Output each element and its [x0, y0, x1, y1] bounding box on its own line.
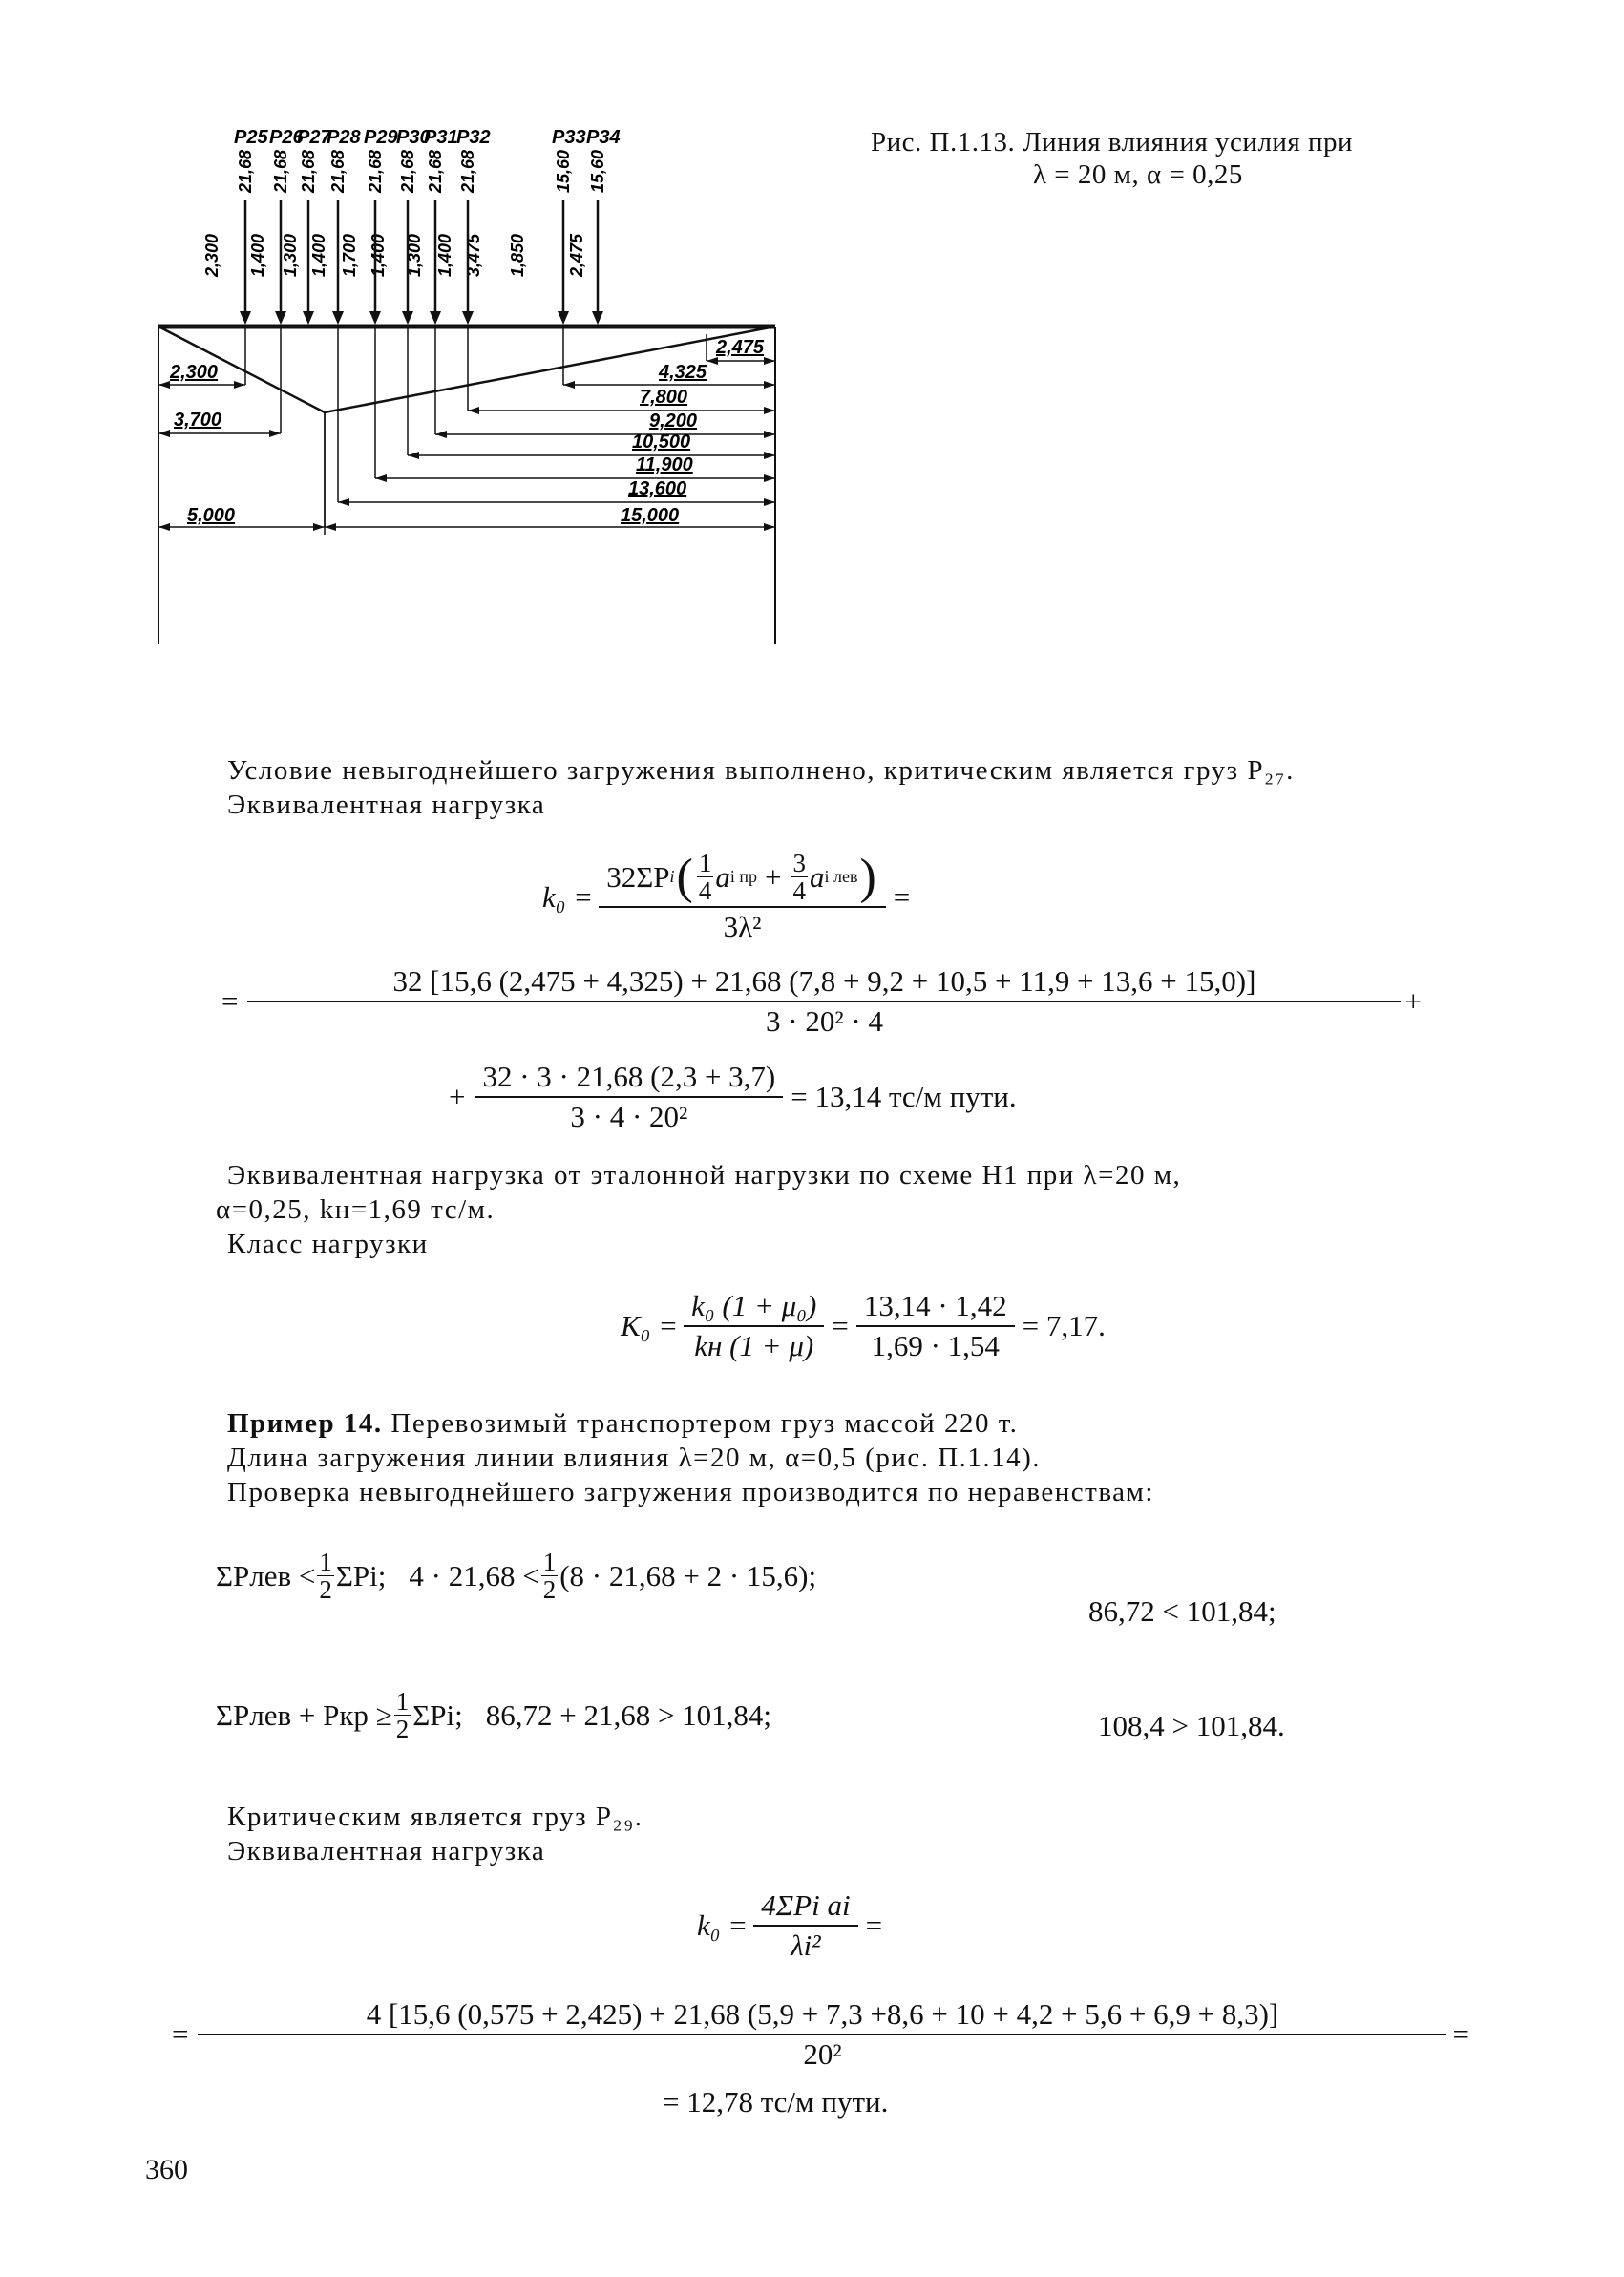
load-name-p28: P28: [327, 127, 361, 148]
eq1-one: 1: [698, 849, 712, 877]
paragraph-equivalent-load: Эквивалентная нагрузка: [227, 790, 546, 820]
load-value-labels: [236, 150, 607, 194]
eq3-numerator: 32 · 3 · 21,68 (2,3 + 3,7): [482, 1060, 776, 1093]
influence-line-diagram: [143, 115, 792, 649]
paragraph-reference-params: α=0,25, kн=1,69 тс/м.: [216, 1194, 496, 1225]
eq4-result: = 7,17.: [1022, 1309, 1106, 1342]
spacing-label-6: 1,400: [369, 233, 388, 277]
paragraph-load-class: Класс нагрузки: [227, 1229, 429, 1259]
example-length: Длина загружения линии влияния λ=20 м, α=0,5 (рис. П.1.14).: [227, 1443, 1042, 1473]
inequality-2: [216, 1688, 771, 1742]
dimension-label-6: 7,800: [640, 387, 688, 408]
load-arrow-head-p30: [402, 311, 413, 325]
dimension-arrow-right-10: [764, 498, 775, 506]
paragraph-critical-load: Критическим является груз P₂₉.: [227, 1802, 643, 1832]
dimension-label-7: 9,200: [649, 411, 698, 432]
eq5-lead: k₀ =: [697, 1908, 749, 1942]
example-check: Проверка невыгоднейшего загружения производится по неравенствам:: [227, 1477, 1154, 1507]
dimension-arrow-left-5: [563, 381, 575, 389]
eq2-numerator: 32 [15,6 (2,475 + 4,325) + 21,68 (7,8 + 9,2 + 10,5 + 11,9 + 13,6 + 15,0)]: [392, 964, 1256, 998]
eq1-equals: =: [893, 879, 911, 914]
dimension-label-4: 2,475: [716, 337, 765, 358]
spacing-label-4: 1,400: [309, 233, 328, 277]
figure-caption-line1: Рис. П.1.13. Линия влияния усилия при: [871, 127, 1354, 158]
dimension-arrow-left-8: [408, 452, 419, 459]
load-arrow-head-p34: [592, 311, 603, 325]
dimension-arrow-right-5: [764, 381, 775, 389]
eq4-den2: 1,69 · 1,54: [856, 1325, 1015, 1363]
load-value-p31: 21,68: [426, 149, 445, 193]
equation-k0-numeric-part2: [449, 1060, 1017, 1134]
load-value-p29: 21,68: [366, 149, 385, 193]
eq5-denominator: λi²: [753, 1925, 857, 1963]
equation-load-class: [621, 1289, 1106, 1363]
equation-k0-general: [542, 850, 910, 944]
eq5-numerator: 4ΣPi ai: [761, 1888, 851, 1922]
dimension-arrow-left-4: [707, 357, 718, 365]
example-heading: [227, 1407, 1018, 1440]
eq3-denominator: 3 · 4 · 20²: [475, 1096, 783, 1134]
spacing-label-11: 2,475: [567, 233, 586, 277]
ineq2-b: 86,72 + 21,68 > 101,84;: [485, 1697, 772, 1732]
dimension-label-1: 2,300: [170, 362, 219, 383]
load-name-p34: P34: [586, 127, 621, 148]
equation-result-2: = 12,78 тс/м пути.: [663, 2085, 889, 2119]
spacing-label-5: 1,700: [340, 233, 359, 277]
load-name-p27: P27: [297, 127, 331, 148]
ineq1-two-b: 2: [542, 1575, 557, 1604]
load-name-p30: P30: [396, 127, 431, 148]
load-value-p25: 21,68: [236, 149, 255, 193]
dimension-arrow-right-3: [313, 523, 325, 531]
eq2-tail: +: [1404, 984, 1422, 1018]
dimension-arrow-right-11: [764, 523, 775, 531]
load-name-p25: P25: [234, 127, 268, 148]
load-name-p33: P33: [552, 127, 586, 148]
dimension-label-8: 10,500: [632, 432, 691, 453]
ineq1-a-tail: ΣPi;: [335, 1558, 387, 1592]
eq3-lead: +: [449, 1080, 466, 1113]
dimension-arrow-right-2: [269, 430, 281, 437]
eq1-k0: k₀ =: [542, 879, 594, 914]
load-value-p26: 21,68: [271, 149, 290, 193]
eq1-paren-close: ): [859, 849, 876, 904]
eq1-num-sub: i: [669, 867, 675, 886]
eq1-a-lev: a: [809, 859, 825, 894]
dimension-arrow-left-10: [338, 498, 349, 506]
ineq1-b: 4 · 21,68 <: [409, 1558, 539, 1592]
eq4-num1: k₀ (1 + μ₀): [691, 1289, 817, 1322]
paragraph-equivalent-load-2: Эквивалентная нагрузка: [227, 1836, 546, 1866]
dimension-label-3: 5,000: [187, 505, 236, 526]
load-arrow-head-p27: [303, 311, 314, 325]
eq3-result: = 13,14 тс/м пути.: [791, 1080, 1017, 1113]
dimension-arrow-right-1: [234, 381, 245, 389]
eq1-plus: +: [765, 859, 782, 894]
eq1-a-lev-sub: i лев: [824, 867, 858, 886]
ineq2-one: 1: [395, 1687, 410, 1716]
load-arrow-head-p33: [558, 311, 569, 325]
spacing-label-9: 3,475: [464, 233, 483, 277]
dimension-lines: [158, 327, 775, 535]
dimension-arrow-right-6: [764, 407, 775, 414]
figure-caption-line2: λ = 20 м, α = 0,25: [1033, 159, 1243, 190]
eq6-numerator: 4 [15,6 (0,575 + 2,425) + 21,68 (5,9 + 7,3 +8,6 + 10 + 4,2 + 5,6 + 6,9 + 8,3)]: [366, 1997, 1279, 2031]
spacing-labels: [202, 233, 586, 278]
dimension-arrow-left-11: [325, 523, 336, 531]
ineq2-two: 2: [395, 1715, 410, 1743]
spacing-label-1: 2,300: [202, 233, 221, 277]
eq1-denominator: 3λ²: [599, 906, 886, 944]
spacing-label-7: 1,300: [405, 233, 424, 277]
eq2-lead: =: [221, 984, 239, 1018]
load-name-p26: P26: [269, 127, 304, 148]
ineq1-one-a: 1: [319, 1548, 332, 1576]
load-arrow-head-p32: [462, 311, 474, 325]
ineq1-a: ΣPлев <: [216, 1558, 316, 1592]
dimension-arrow-right-8: [764, 452, 775, 459]
eq6-tail: =: [1452, 2017, 1469, 2051]
spacing-label-10: 1,850: [508, 233, 527, 277]
eq1-three: 3: [792, 849, 806, 877]
eq4-lead: K₀ =: [621, 1309, 679, 1342]
load-value-p28: 21,68: [328, 149, 348, 193]
dimension-arrow-left-7: [435, 431, 447, 438]
spacing-label-8: 1,400: [435, 233, 454, 277]
load-value-p27: 21,68: [299, 149, 318, 193]
ineq2-a: ΣPлев + Pкр ≥: [216, 1697, 392, 1732]
load-name-p29: P29: [364, 127, 398, 148]
eq1-paren-open: (: [676, 849, 693, 904]
eq2-denominator: 3 · 20² · 4: [247, 1001, 1401, 1039]
spacing-label-2: 1,400: [248, 233, 267, 277]
eq1-four-b: 4: [792, 876, 806, 905]
dimension-label-11: 15,000: [621, 505, 680, 526]
equation-k0-numeric-2: [172, 1997, 1469, 2072]
eq5-tail: =: [865, 1908, 883, 1942]
eq6-denominator: 20²: [198, 2034, 1446, 2072]
eq6-lead: =: [172, 2017, 189, 2051]
load-arrow-head-p31: [430, 311, 441, 325]
load-name-labels: [234, 127, 621, 148]
paragraph-condition: Условие невыгоднейшего загружения выполнено, критическим является груз P₂₇.: [227, 755, 1295, 786]
equation-k0-general-2: [697, 1888, 882, 1963]
ineq2-result: 108,4 > 101,84.: [1098, 1709, 1285, 1742]
dimension-arrow-right-4: [764, 357, 775, 365]
load-name-p31: P31: [424, 127, 458, 148]
ineq1-result: 86,72 < 101,84;: [1088, 1594, 1276, 1628]
spacing-label-3: 1,300: [281, 233, 300, 277]
page-number: 360: [145, 2154, 188, 2185]
dimension-label-10: 13,600: [628, 478, 687, 499]
load-arrow-head-p29: [369, 311, 381, 325]
dimension-arrow-right-9: [764, 474, 775, 482]
example-text: Перевозимый транспортером груз массой 220 т.: [382, 1408, 1019, 1439]
dimension-arrow-left-1: [158, 381, 170, 389]
load-arrow-head-p28: [332, 311, 344, 325]
ineq1-b-tail: (8 · 21,68 + 2 · 15,6);: [559, 1558, 817, 1592]
load-value-p30: 21,68: [398, 149, 417, 193]
load-value-p33: 15,60: [554, 149, 573, 193]
eq1-four-a: 4: [698, 876, 712, 905]
eq1-num-sum: 32ΣP: [606, 859, 670, 894]
dimension-arrow-left-9: [375, 474, 387, 482]
load-arrow-head-p26: [275, 311, 286, 325]
load-arrow-head-p25: [240, 311, 251, 325]
dimension-arrow-left-6: [468, 407, 479, 414]
ineq1-two-a: 2: [319, 1575, 332, 1604]
inequality-1: [216, 1549, 816, 1603]
dimension-label-5: 4,325: [659, 362, 707, 383]
dimension-arrow-right-7: [764, 431, 775, 438]
eq4-den1: kн (1 + μ): [684, 1325, 824, 1363]
eq4-eq: =: [832, 1309, 849, 1342]
dimension-label-9: 11,900: [636, 454, 693, 475]
example-label: Пример 14.: [227, 1408, 383, 1439]
dimension-label-2: 3,700: [174, 410, 222, 431]
dimension-arrow-left-2: [158, 430, 170, 437]
ineq1-one-b: 1: [542, 1548, 557, 1576]
load-value-p34: 15,60: [588, 149, 607, 193]
eq4-num2: 13,14 · 1,42: [863, 1289, 1007, 1322]
equation-k0-numeric-part1: [221, 964, 1422, 1039]
load-value-p32: 21,68: [458, 149, 477, 193]
ineq2-a-tail: ΣPi;: [412, 1697, 463, 1732]
load-name-p32: P32: [456, 127, 491, 148]
eq1-a-pr: a: [715, 859, 730, 894]
dimension-arrow-left-3: [158, 523, 170, 531]
eq1-a-pr-sub: i пр: [729, 867, 757, 886]
paragraph-reference-load: Эквивалентная нагрузка от эталонной нагрузки по схеме Н1 при λ=20 м,: [227, 1160, 1182, 1191]
